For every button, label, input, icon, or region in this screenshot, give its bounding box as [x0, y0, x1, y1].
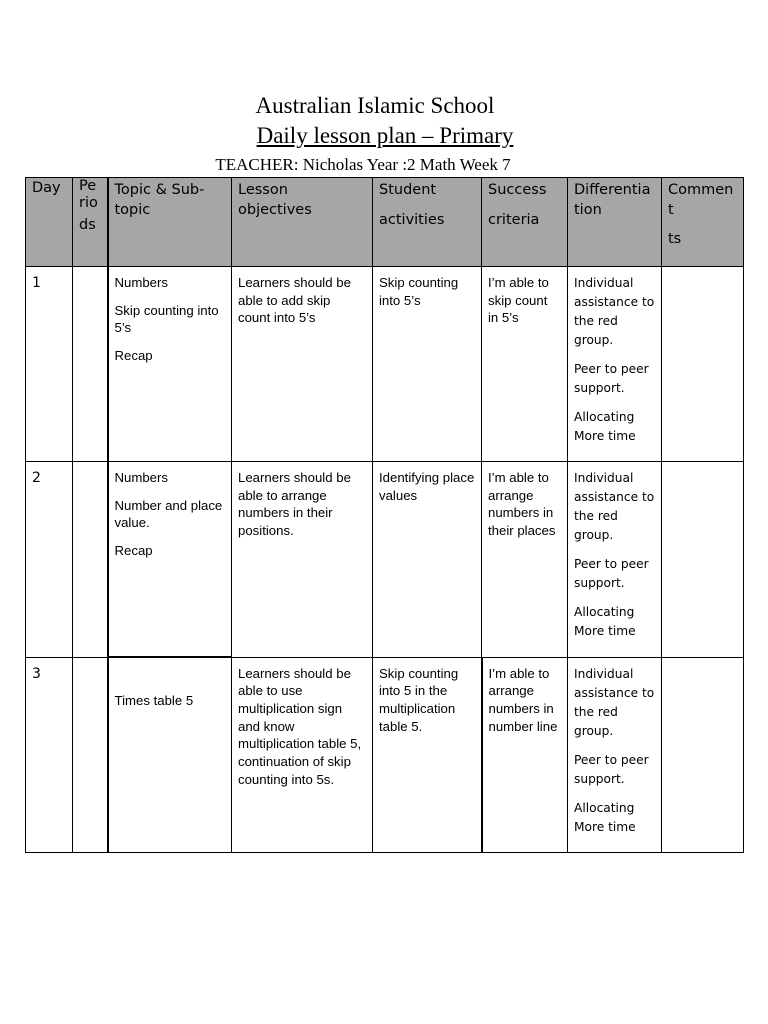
differentiation-cell: [568, 462, 662, 658]
lesson-plan-table: [25, 177, 744, 853]
comments-cell: [662, 657, 744, 853]
objectives-text: Learners should be able to add skip count into 5’s: [238, 275, 351, 326]
topic-line: Recap: [114, 543, 153, 559]
differentiation-line: Allocating More time: [574, 605, 636, 638]
table-row: [26, 267, 744, 462]
criteria-text: I’m able to skip count in 5’s: [488, 275, 549, 326]
criteria-cell: [482, 462, 568, 658]
topic-line: Times table 5: [114, 693, 194, 708]
topic-line: Numbers: [114, 275, 168, 290]
periods-cell: [73, 267, 108, 462]
plan-title: [1, 123, 768, 149]
header-comments-line-3: ts: [668, 231, 682, 247]
topic-cell: [108, 267, 232, 462]
plan-title-text: Daily lesson plan – Primary: [256, 123, 514, 148]
header-criteria-line-1: Success: [488, 182, 547, 198]
periods-cell: [73, 462, 108, 658]
topic-line: Number and place value.: [114, 497, 223, 531]
topic-cell: [108, 462, 232, 658]
comments-cell: [662, 462, 744, 658]
activities-text: Skip counting into 5’s: [379, 275, 459, 308]
header-activities: [373, 178, 482, 267]
header-comments-line-1: Commen: [668, 182, 734, 198]
day-cell: 3: [26, 657, 73, 853]
differentiation-line: Peer to peer support.: [574, 362, 649, 395]
header-topic-line-1: Topic & Sub-: [114, 182, 205, 198]
objectives-text: Learners should be able to arrange numbers in their positions.: [238, 470, 351, 539]
header-periods: [73, 178, 108, 267]
differentiation-line: Allocating More time: [574, 410, 636, 443]
differentiation-line: Individual assistance to the red group.: [574, 471, 655, 542]
day-cell: 1: [26, 267, 73, 462]
header-objectives-line-1: Lesson: [238, 182, 288, 198]
comments-cell: [662, 267, 744, 462]
differentiation-line: Individual assistance to the red group.: [574, 666, 655, 738]
header-topic: [108, 178, 232, 267]
differentiation-cell: [568, 657, 662, 853]
objectives-cell: [232, 267, 373, 462]
header-comments-line-2: t: [668, 202, 674, 218]
differentiation-cell: [568, 267, 662, 462]
header-activities-line-2: activities: [379, 212, 445, 228]
differentiation-line: Peer to peer support.: [574, 752, 649, 786]
header-differentiation: [568, 178, 662, 267]
objectives-cell: [232, 657, 373, 853]
header-criteria-line-2: criteria: [488, 212, 540, 228]
activities-cell: [373, 462, 482, 658]
header-criteria: [482, 178, 568, 267]
header-periods-line-2: rio: [79, 195, 98, 211]
differentiation-line: Peer to peer support.: [574, 557, 649, 590]
differentiation-line: Individual assistance to the red group.: [574, 276, 655, 347]
header-differentiation-line-1: Differentia: [574, 182, 651, 198]
table-row: [26, 462, 744, 658]
header-comments: [662, 178, 744, 267]
school-name: Australian Islamic School: [255, 93, 495, 118]
activities-cell: [373, 657, 482, 853]
criteria-cell: [482, 657, 568, 853]
criteria-text: I’m able to arrange numbers in number line: [488, 665, 558, 734]
activities-text: Identifying place values: [379, 470, 475, 503]
header-activities-line-1: Student: [379, 182, 437, 198]
criteria-text: I’m able to arrange numbers in their places: [488, 470, 556, 539]
header-day: [26, 178, 73, 267]
header-objectives-line-2: objectives: [238, 202, 312, 218]
table-header-row: [26, 178, 744, 267]
header-objectives: [232, 178, 373, 267]
day-cell: 2: [26, 462, 73, 658]
header-topic-line-2: topic: [114, 202, 151, 218]
header-periods-line-3: ds: [79, 217, 96, 233]
criteria-cell: [482, 267, 568, 462]
differentiation-line: Allocating More time: [574, 800, 636, 834]
header-day-label: Day: [32, 180, 61, 196]
objectives-cell: [232, 462, 373, 658]
header-differentiation-line-2: tion: [574, 202, 602, 218]
topic-cell: [108, 657, 232, 853]
header-periods-line-1: Pe: [79, 178, 97, 194]
activities-text: Skip counting into 5 in the multiplication table 5.: [379, 665, 459, 734]
topic-line: Numbers: [114, 470, 168, 485]
topic-line: Recap: [114, 348, 153, 364]
table-row: [26, 657, 744, 853]
periods-cell: [73, 657, 108, 853]
objectives-text: Learners should be able to use multiplication sign and know multiplication table 5, continuation of skip counting into 5s.: [238, 665, 362, 787]
topic-line: Skip counting into 5’s: [114, 302, 219, 336]
teacher-line: TEACHER: Nicholas Year :2 Math Week 7: [215, 155, 511, 174]
activities-cell: [373, 267, 482, 462]
